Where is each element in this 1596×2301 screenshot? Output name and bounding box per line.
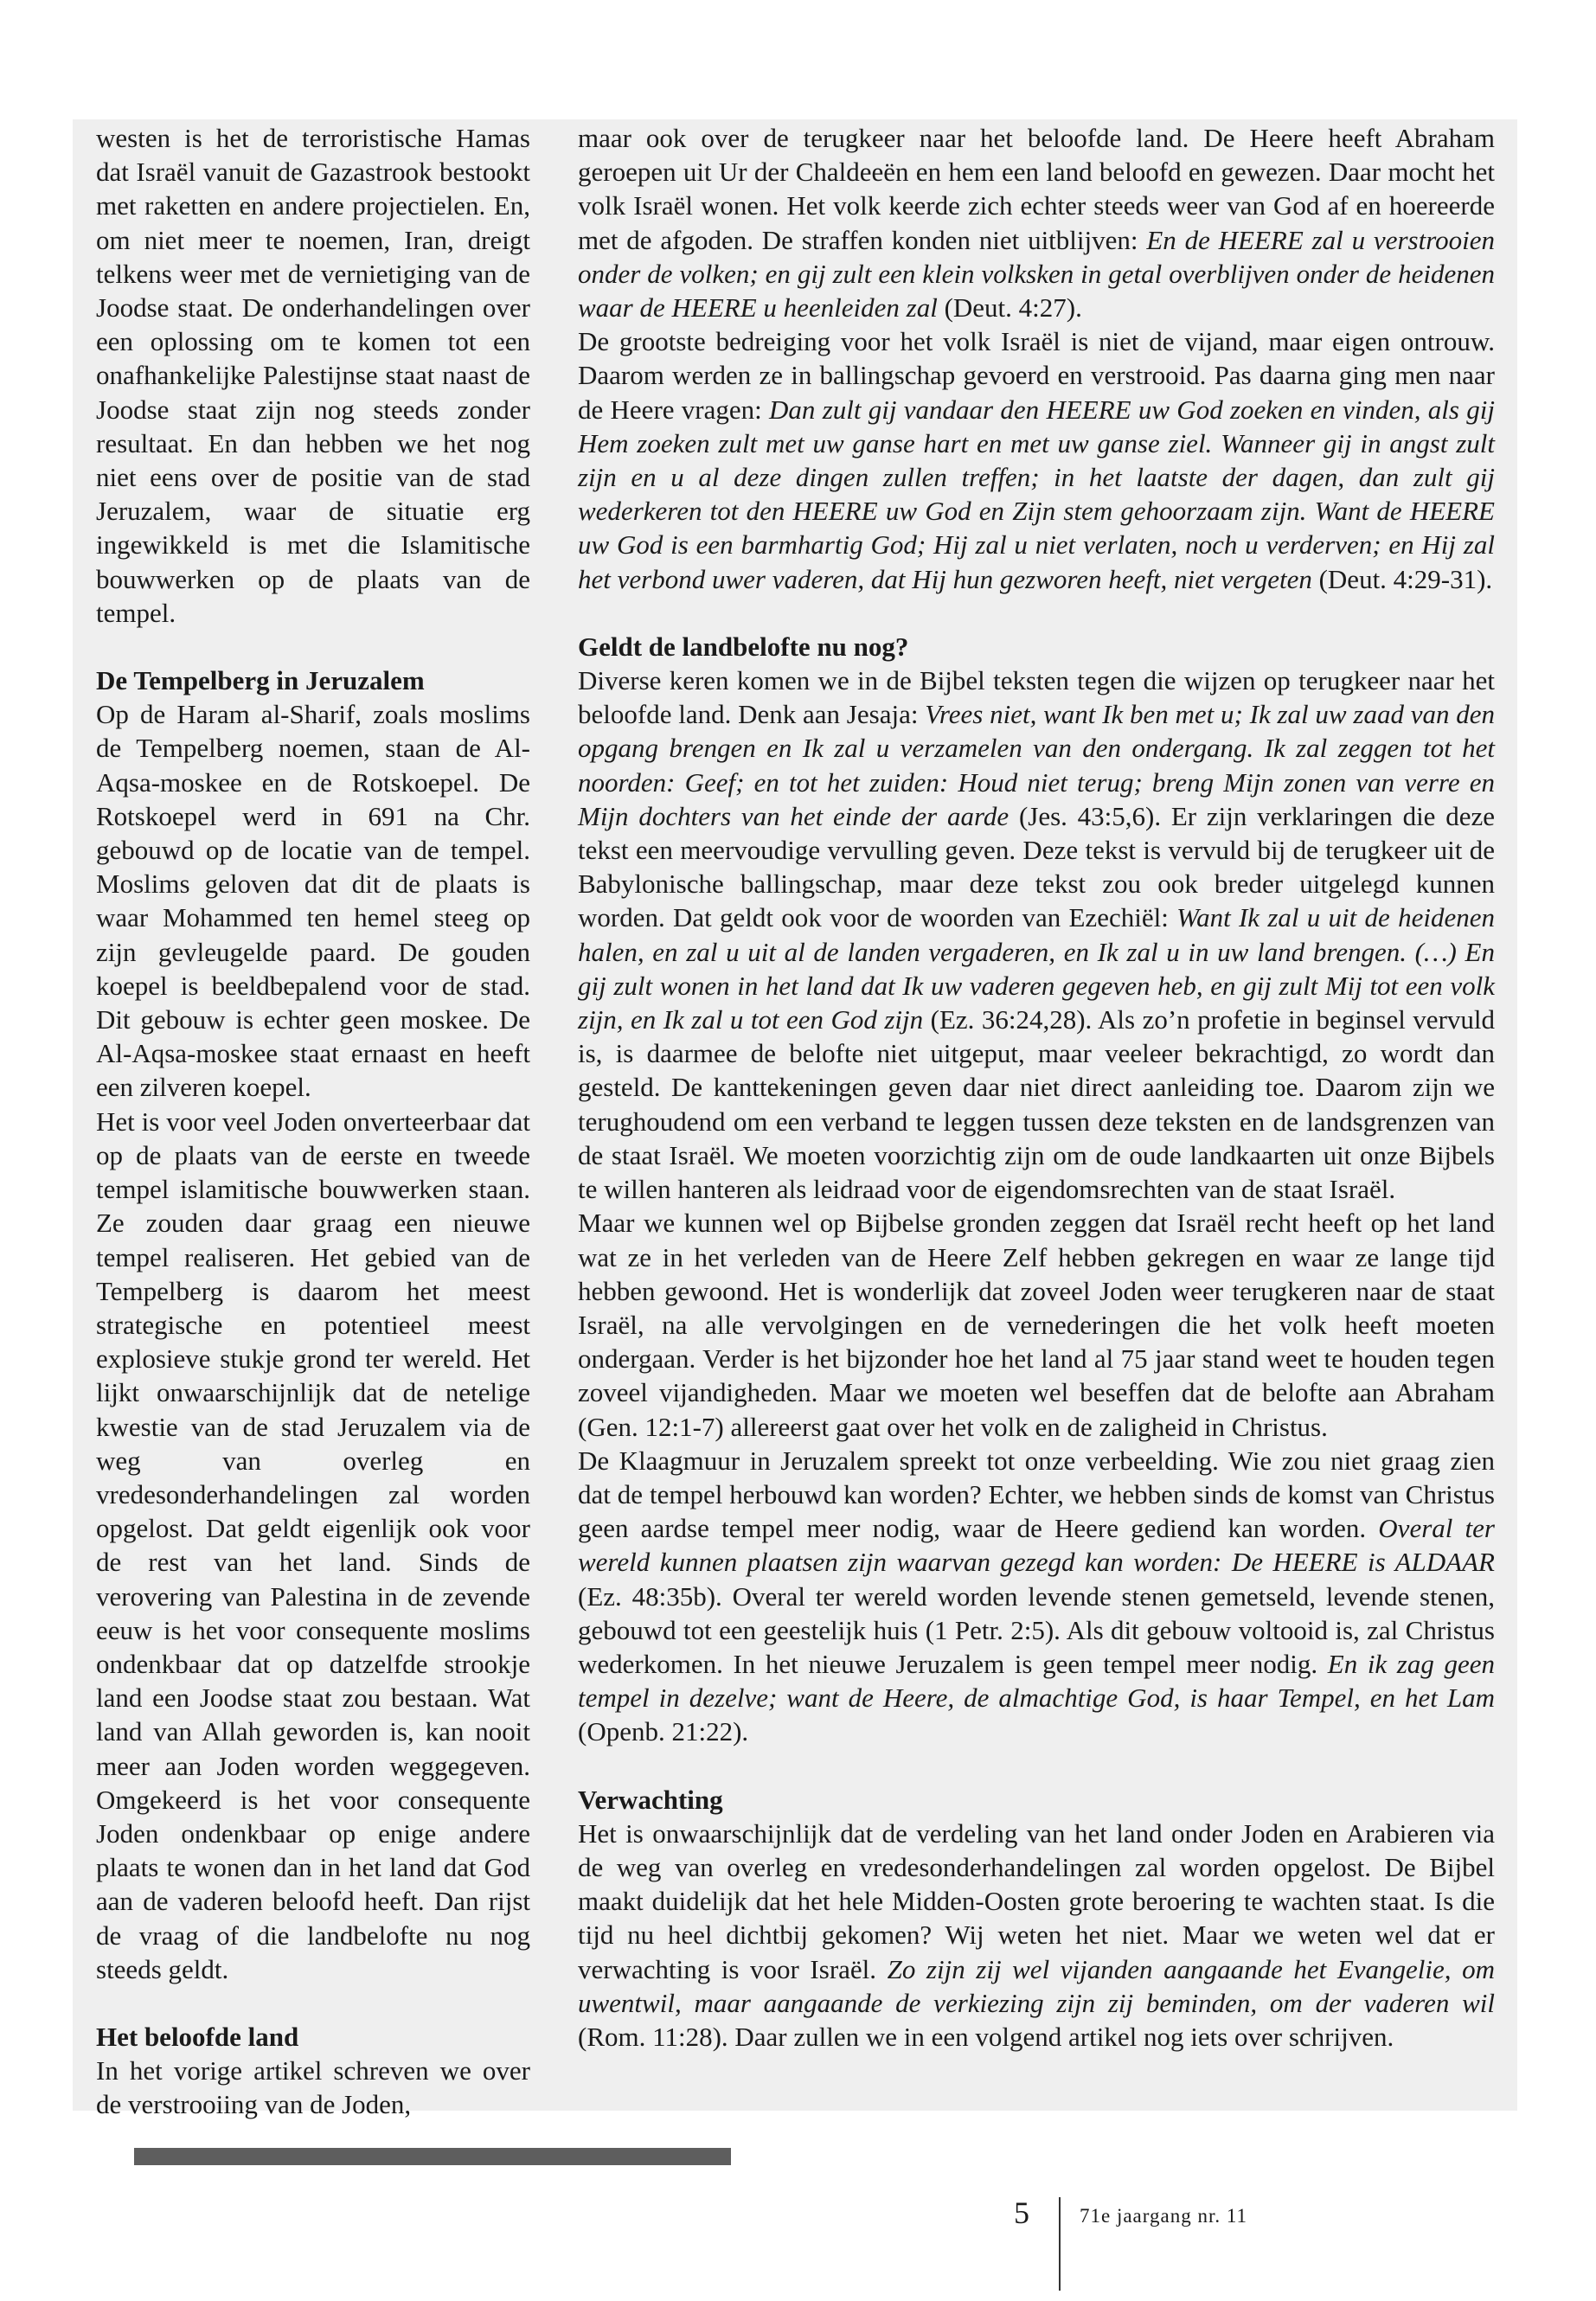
text-run: (Ez. 36:24,28). Als zo’n profetie in beginsel vervuld is, is daarmee de belofte niet uitgeput, maar veeleer bekrachtigd, zo wordt dan gesteld. De kanttekeningen geven daar niet direct aanleiding toe. Daarom zijn we terughoudend om een verband te leggen tussen deze teksten en de landsgrenzen van de staat Israël. We moeten voorzichtig zijn om de oude landkaarten uit onze Bijbels te willen hanteren als leidraad voor de eigendomsrechten van de staat Israël. [578, 1004, 1495, 1205]
bible-quote: En de HEERE zal u verstrooien onder de volken; en gij zult een klein volksken in getal overblijven onder de heidenen waar de HEERE u heenleiden zal [578, 224, 1495, 324]
issue-info: 71e jaargang nr. 11 [1080, 2205, 1248, 2227]
footer-divider [1059, 2197, 1061, 2291]
section-heading: Verwachting [578, 1784, 723, 1815]
text-run: (Openb. 21:22). [578, 1716, 749, 1747]
text-run: Diverse keren komen we in de Bijbel teksten tegen die wijzen op terugkeer naar het beloofde land. Denk aan Jesaja: [578, 665, 1495, 730]
text-run: De Klaagmuur in Jeruzalem spreekt tot onze verbeelding. Wie zou niet graag zien dat de tempel herbouwd kan worden? Echter, we hebben sinds de komst van Christus geen aardse tempel meer nodig, waar de Heere gediend kan worden. [578, 1445, 1495, 1544]
right-column [578, 121, 1495, 2054]
text-run: (Rom. 11:28). Daar zullen we in een volgend artikel nog iets over schrijven. [578, 2021, 1394, 2052]
paragraph [578, 324, 1495, 596]
paragraph: In het vorige artikel schreven we over de verstrooiing van de Joden, [96, 2055, 530, 2120]
paragraph: westen is het de terroristische Hamas dat Israël vanuit de Gazastrook bestookt met raketten en andere projectielen. En, om niet meer te noemen, Iran, dreigt telkens weer met de vernietiging van de Joodse staat. De onderhandelingen over een oplossing om te komen tot een onafhankelijke Palestijnse staat naast de Joodse staat zijn nog steeds zonder resultaat. En dan hebben we het nog niet eens over de positie van de stad Jeruzalem, waar de situatie erg ingewikkeld is met die Islamitische bouwwerken op de plaats van de tempel. [96, 123, 530, 628]
text-run: De grootste bedreiging voor het volk Israël is niet de vijand, maar eigen ontrouw. Daarom werden ze in ballingschap gevoerd en verstrooid. Pas daarna ging men naar de Heere vragen: [578, 326, 1495, 425]
page-number: 5 [1014, 2195, 1029, 2230]
paragraph [578, 1817, 1495, 2054]
bible-quote: Zo zijn zij wel vijanden aangaande het Evangelie, om uwentwil, maar aangaande de verkiezing zijn zij beminden, om der vaderen wil [578, 1953, 1495, 2018]
section-heading: Het beloofde land [96, 2021, 299, 2052]
left-column [96, 121, 530, 2122]
paragraph [578, 121, 1495, 324]
paragraph: Op de Haram al-Sharif, zoals moslims de Tempelberg noemen, staan de Al-Aqsa-moskee en de Rotskoepel. De Rotskoepel werd in 691 na Chr. gebouwd op de locatie van de tempel. Moslims geloven dat dit de plaats is waar Mohammed ten hemel steeg op zijn gevleugelde paard. De gouden koepel is beeldbepalend voor de stad. Dit gebouw is echter geen moskee. De Al-Aqsa-moskee staat ernaast en heeft een zilveren koepel. [96, 699, 530, 1103]
text-run: (Deut. 4:27). [937, 292, 1082, 324]
text-run: (Jes. 43:5,6). Er zijn verklaringen die deze tekst een meervoudige vervulling geven. Deze tekst is vervuld bij de terugkeer uit de Babylonische ballingschap, maar deze tekst zou ook breder uitgelegd kunnen worden. Dat geldt ook voor de woorden van Ezechiël: [578, 800, 1495, 933]
bible-quote: Vrees niet, want Ik ben met u; Ik zal uw zaad van den opgang brengen en Ik zal u verzamelen van den ondergang. Ik zal zeggen tot het noorden: Geef; en tot het zuiden: Houd niet terug; breng Mijn zonen van verre en Mijn dochters van het einde der aarde [578, 699, 1495, 831]
bible-quote: En ik zag geen tempel in dezelve; want de Heere, de almachtige God, is haar Tempel, en het Lam [578, 1648, 1496, 1714]
text-run: (Deut. 4:29-31). [1311, 563, 1493, 594]
section-heading: De Tempelberg in Jeruzalem [96, 665, 425, 696]
decorative-bar [134, 2148, 731, 2165]
bible-quote: Overal ter wereld kunnen plaatsen zijn waarvan gezegd kan worden: De HEERE is ALDAAR [578, 1513, 1495, 1578]
paragraph: Maar we kunnen wel op Bijbelse gronden zeggen dat Israël recht heeft op het land wat ze in het verleden van de Heere Zelf hebben gekregen en waar ze lange tijd hebben gewoond. Het is wonderlijk dat zoveel Joden weer terugkeren naar de staat Israël, na alle vervolgingen en de vernederingen die het volk heeft moeten ondergaan. Verder is het bijzonder hoe het land al 75 jaar stand weet te houden tegen zoveel vijandigheden. Maar we moeten wel beseffen dat de belofte aan Abraham (Gen. 12:1-7) allereerst gaat over het volk en de zaligheid in Christus. [578, 1208, 1495, 1442]
text-run: maar ook over de terugkeer naar het beloofde land. De Heere heeft Abraham geroepen uit Ur der Chaldeeën en hem een land beloofd en gewezen. Daar mocht het volk Israël wonen. Het volk keerde zich echter steeds weer van God af en hoereerde met de afgoden. De straffen konden niet uitblijven: [578, 123, 1495, 255]
paragraph [578, 663, 1495, 1206]
section-heading: Geldt de landbelofte nu nog? [578, 631, 909, 662]
bible-quote: Want Ik zal u uit de heidenen halen, en zal u uit al de landen vergaderen, en Ik zal u in uw land brengen. (…) En gij zult wonen in het land dat Ik uw vaderen gegeven heb, en gij zult Mij tot een volk zijn, en Ik zal u tot een God zijn [578, 902, 1495, 1035]
text-run: Het is onwaarschijnlijk dat de verdeling van het land onder Joden en Arabieren via de weg van overleg en vredesonderhandelingen zal worden opgelost. De Bijbel maakt duidelijk dat het hele Midden-Oosten grote beroering te wachten staat. Is die tijd nu heel dichtbij gekomen? Wij weten het niet. Maar we weten wel dat er verwachting is voor Israël. [578, 1817, 1495, 1984]
text-run: (Ez. 48:35b). Overal ter wereld worden levende stenen gemetseld, levende stenen, gebouwd tot een geestelijk huis (1 Petr. 2:5). Als dit gebouw voltooid is, zal Christus wederkomen. In het nieuwe Jeruzalem is geen tempel meer nodig. [578, 1580, 1495, 1679]
paragraph: Het is voor veel Joden onverteerbaar dat op de plaats van de eerste en tweede tempel islamitische bouwwerken staan. Ze zouden daar graag een nieuwe tempel realiseren. Het gebied van de Tempelberg is daarom het meest strategische en potentieel meest explosieve stukje grond ter wereld. Het lijkt onwaarschijnlijk dat de netelige kwestie van de stad Jeruzalem via de weg van overleg en vredesonderhandelingen zal worden opgelost. Dat geldt eigenlijk ook voor de rest van het land. Sinds de verovering van Palestina in de zevende eeuw is het voor consequente moslims ondenkbaar dat op datzelfde strookje land een Joodse staat zou bestaan. Wat land van Allah geworden is, kan nooit meer aan Joden worden weggegeven. Omgekeerd is het voor consequente Joden ondenkbaar op enige andere plaats te wonen dan in het land dat God aan de vaderen beloofd heeft. Dan rijst de vraag of die landbelofte nu nog steeds geldt. [96, 1106, 530, 1984]
paragraph [578, 1444, 1495, 1749]
bible-quote: Dan zult gij vandaar den HEERE uw God zoeken en vinden, als gij Hem zoeken zult met uw ganse hart en met uw ganse ziel. Wanneer gij in angst zult zijn en u al deze dingen zullen treffen; in het laatste der dagen, dan zult gij wederkeren tot den HEERE uw God en Zijn stem gehoorzaam zijn. Want de HEERE uw God is een barmhartig God; Hij zal u niet verlaten, noch u verderven; en Hij zal het verbond uwer vaderen, dat Hij hun gezworen heeft, niet vergeten [578, 394, 1495, 594]
